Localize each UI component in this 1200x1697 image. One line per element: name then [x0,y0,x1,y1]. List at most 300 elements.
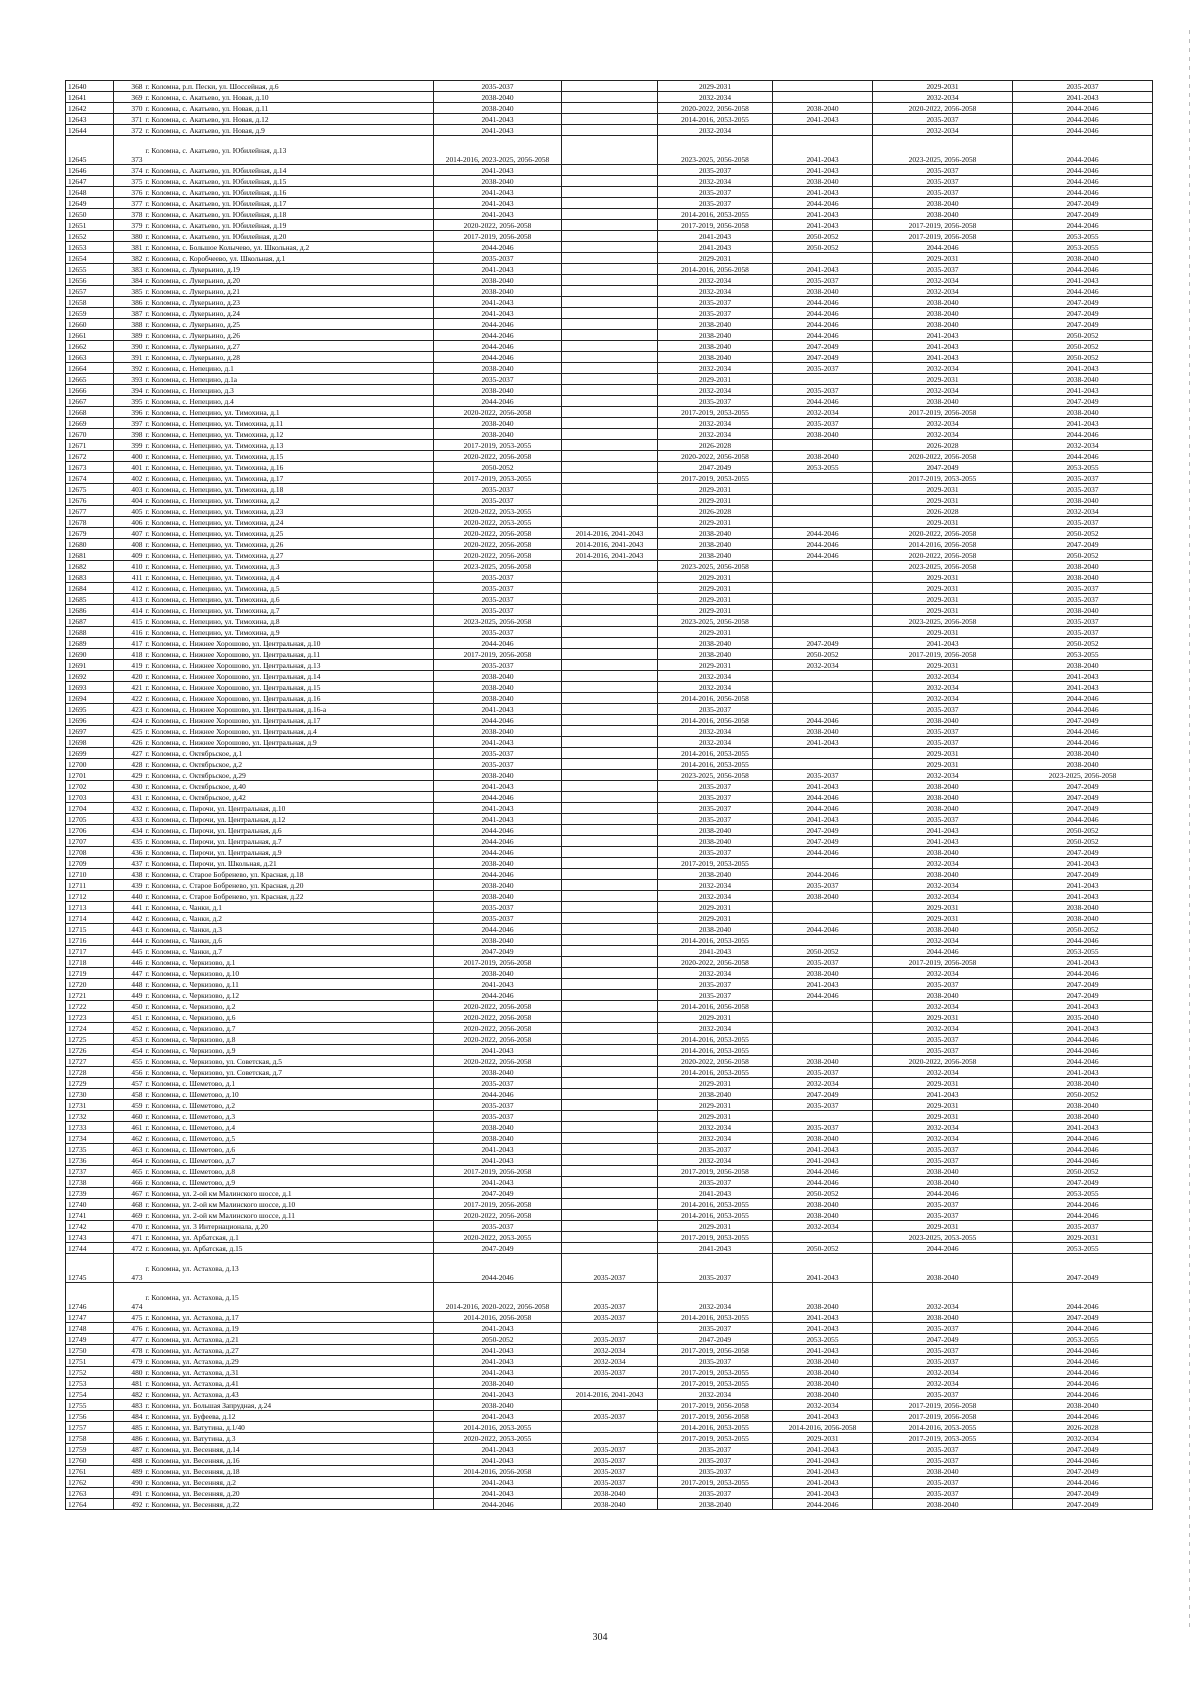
period-6-cell: 2032-2034 [1013,506,1153,517]
address-cell: г. Коломна, с. Чанки, д.6 [144,935,434,946]
row-id-cell: 12719 [66,968,114,979]
period-2-cell: 2035-2037 [562,1455,658,1466]
period-4-cell: 2041-2043 [773,1345,873,1356]
period-2-cell [562,693,658,704]
period-3-cell: 2035-2037 [658,704,773,715]
period-6-cell: 2044-2046 [1013,737,1153,748]
table-row [66,1499,1153,1510]
period-2-cell [562,363,658,374]
row-id-cell: 12713 [66,902,114,913]
table-row [66,781,1153,792]
table-row [66,1243,1153,1254]
period-1-cell: 2041-2043 [434,1488,562,1499]
row-number-cell: 388 [114,319,144,330]
period-3-cell: 2029-2031 [658,1111,773,1122]
period-5-cell: 2032-2034 [873,92,1013,103]
row-id-cell: 12754 [66,1389,114,1400]
table-row [66,1422,1153,1433]
period-3-cell: 2032-2034 [658,429,773,440]
period-5-cell: 2017-2019, 2056-2058 [873,407,1013,418]
period-3-cell: 2014-2016, 2053-2055 [658,759,773,770]
period-6-cell: 2050-2052 [1013,825,1153,836]
table-row [66,506,1153,517]
period-4-cell: 2050-2052 [773,946,873,957]
table-row [66,374,1153,385]
row-id-cell: 12681 [66,550,114,561]
period-2-cell: 2035-2037 [562,1466,658,1477]
period-6-cell: 2044-2046 [1013,1210,1153,1221]
period-6-cell: 2047-2049 [1013,1466,1153,1477]
row-id-cell: 12752 [66,1367,114,1378]
period-1-cell: 2038-2040 [434,770,562,781]
row-number-cell: 409 [114,550,144,561]
row-number-cell: 462 [114,1133,144,1144]
address-cell: г. Коломна, ул. Весенняя, д.18 [144,1466,434,1477]
row-number-cell: 459 [114,1100,144,1111]
period-6-cell: 2047-2049 [1013,869,1153,880]
address-cell: г. Коломна, с. Пирочи, ул. Центральная, д.10 [144,803,434,814]
period-1-cell: 2041-2043 [434,704,562,715]
period-6-cell: 2050-2052 [1013,1089,1153,1100]
period-4-cell [773,935,873,946]
row-number-cell: 469 [114,1210,144,1221]
address-cell: г. Коломна, ул. 2-ой км Малинского шоссе, д.1 [144,1188,434,1199]
row-number-cell: 431 [114,792,144,803]
table-row [66,275,1153,286]
row-number-cell: 425 [114,726,144,737]
period-4-cell: 2038-2040 [773,286,873,297]
period-2-cell: 2014-2016, 2041-2043 [562,1389,658,1400]
table-row [66,1232,1153,1243]
address-cell: г. Коломна, с. Черкизово, д.11 [144,979,434,990]
address-cell: г. Коломна, ул. Большая Запрудная, д.24 [144,1400,434,1411]
period-6-cell: 2041-2043 [1013,385,1153,396]
period-3-cell: 2035-2037 [658,1356,773,1367]
address-cell: г. Коломна, с. Черкизово, д.9 [144,1045,434,1056]
row-number-cell: 399 [114,440,144,451]
row-number-cell: 466 [114,1177,144,1188]
address-cell: г. Коломна, ул. 2-ой км Малинского шоссе, д.11 [144,1210,434,1221]
period-5-cell: 2044-2046 [873,1188,1013,1199]
period-2-cell [562,616,658,627]
period-6-cell: 2038-2040 [1013,1078,1153,1089]
period-1-cell: 2041-2043 [434,297,562,308]
address-cell: г. Коломна, ул. Арбатская, д.1 [144,1232,434,1243]
address-cell: г. Коломна, ул. Весенняя, д.14 [144,1444,434,1455]
row-number-cell: 478 [114,1345,144,1356]
address-cell: г. Коломна, с. Октябрьское, д.42 [144,792,434,803]
table-row [66,1210,1153,1221]
period-6-cell: 2053-2055 [1013,649,1153,660]
period-1-cell: 2041-2043 [434,1345,562,1356]
period-2-cell [562,880,658,891]
period-6-cell: 2044-2046 [1013,429,1153,440]
period-2-cell [562,660,658,671]
period-3-cell: 2032-2034 [658,1389,773,1400]
period-4-cell: 2044-2046 [773,1499,873,1510]
period-4-cell: 2032-2034 [773,1400,873,1411]
period-1-cell: 2038-2040 [434,726,562,737]
row-number-cell: 392 [114,363,144,374]
period-2-cell [562,198,658,209]
period-2-cell [562,792,658,803]
period-5-cell: 2035-2037 [873,176,1013,187]
table-row [66,462,1153,473]
period-4-cell: 2053-2055 [773,1334,873,1345]
row-id-cell: 12737 [66,1166,114,1177]
period-3-cell: 2029-2031 [658,1100,773,1111]
period-4-cell [773,1111,873,1122]
period-4-cell [773,81,873,92]
row-number-cell: 465 [114,1166,144,1177]
row-number-cell: 424 [114,715,144,726]
row-id-cell: 12685 [66,594,114,605]
period-3-cell: 2017-2019, 2053-2055 [658,1433,773,1444]
period-2-cell [562,407,658,418]
period-6-cell: 2047-2049 [1013,539,1153,550]
row-id-cell: 12741 [66,1210,114,1221]
row-id-cell: 12655 [66,264,114,275]
row-id-cell: 12720 [66,979,114,990]
period-2-cell [562,125,658,136]
address-cell: г. Коломна, с. Акатьево, ул. Новая, д.10 [144,92,434,103]
period-3-cell: 2032-2034 [658,671,773,682]
address-cell: г. Коломна, ул. Весенняя, д.16 [144,1455,434,1466]
period-1-cell: 2020-2022, 2056-2058 [434,220,562,231]
address-cell: г. Коломна, с. Акатьево, ул. Юбилейная, д.19 [144,220,434,231]
period-5-cell: 2026-2028 [873,440,1013,451]
row-id-cell: 12712 [66,891,114,902]
row-number-cell: 419 [114,660,144,671]
period-6-cell: 2041-2043 [1013,682,1153,693]
period-2-cell [562,495,658,506]
period-1-cell: 2047-2049 [434,1243,562,1254]
address-cell: г. Коломна, с. Нижнее Хорошово, ул. Центральная, д.13 [144,660,434,671]
period-1-cell: 2038-2040 [434,1133,562,1144]
period-5-cell: 2035-2037 [873,979,1013,990]
period-1-cell: 2038-2040 [434,176,562,187]
period-4-cell [773,1023,873,1034]
period-2-cell [562,1089,658,1100]
table-row [66,1177,1153,1188]
row-number-cell: 420 [114,671,144,682]
table-row [66,1323,1153,1334]
period-1-cell: 2017-2019, 2053-2055 [434,440,562,451]
period-4-cell: 2047-2049 [773,638,873,649]
table-row [66,979,1153,990]
row-number-cell: 438 [114,869,144,880]
row-number-cell: 427 [114,748,144,759]
period-5-cell: 2014-2016, 2056-2058 [873,539,1013,550]
period-4-cell: 2044-2046 [773,924,873,935]
table-row [66,825,1153,836]
period-5-cell: 2041-2043 [873,1089,1013,1100]
row-number-cell: 368 [114,81,144,92]
period-5-cell: 2023-2025, 2053-2055 [873,1232,1013,1243]
period-4-cell: 2041-2043 [773,1254,873,1283]
row-number-cell: 432 [114,803,144,814]
period-5-cell: 2029-2031 [873,605,1013,616]
period-2-cell [562,1045,658,1056]
period-2-cell [562,1400,658,1411]
period-6-cell: 2047-2049 [1013,781,1153,792]
address-cell: г. Коломна, с. Непецино, ул. Тимохина, д.26 [144,539,434,550]
period-2-cell [562,1111,658,1122]
period-6-cell: 2050-2052 [1013,528,1153,539]
period-3-cell: 2035-2037 [658,814,773,825]
period-2-cell [562,517,658,528]
period-2-cell [562,1067,658,1078]
period-3-cell: 2017-2019, 2056-2058 [658,220,773,231]
table-row [66,660,1153,671]
period-2-cell [562,1210,658,1221]
table-row [66,242,1153,253]
row-id-cell: 12648 [66,187,114,198]
table-row [66,1488,1153,1499]
period-6-cell: 2047-2049 [1013,319,1153,330]
period-1-cell: 2038-2040 [434,103,562,114]
row-id-cell: 12693 [66,682,114,693]
table-row [66,176,1153,187]
period-6-cell: 2038-2040 [1013,913,1153,924]
period-1-cell: 2038-2040 [434,935,562,946]
period-3-cell: 2038-2040 [658,550,773,561]
period-4-cell: 2050-2052 [773,1243,873,1254]
period-1-cell: 2038-2040 [434,385,562,396]
period-5-cell: 2044-2046 [873,1243,1013,1254]
period-2-cell [562,1078,658,1089]
period-3-cell: 2029-2031 [658,517,773,528]
table-row [66,1254,1153,1283]
period-5-cell: 2032-2034 [873,770,1013,781]
row-id-cell: 12686 [66,605,114,616]
period-4-cell: 2038-2040 [773,1389,873,1400]
period-6-cell: 2044-2046 [1013,814,1153,825]
period-2-cell [562,1023,658,1034]
address-cell: г. Коломна, с. Акатьево, ул. Новая, д.12 [144,114,434,125]
period-4-cell: 2041-2043 [773,814,873,825]
period-6-cell: 2047-2049 [1013,715,1153,726]
period-1-cell: 2041-2043 [434,737,562,748]
period-5-cell: 2029-2031 [873,81,1013,92]
period-6-cell: 2038-2040 [1013,605,1153,616]
period-6-cell: 2044-2046 [1013,1056,1153,1067]
row-id-cell: 12668 [66,407,114,418]
period-6-cell: 2044-2046 [1013,1144,1153,1155]
row-id-cell: 12705 [66,814,114,825]
address-cell: г. Коломна, ул. Буфеева, д.12 [144,1411,434,1422]
period-2-cell [562,649,658,660]
period-3-cell: 2029-2031 [658,1078,773,1089]
address-cell: г. Коломна, с. Чанки, д.3 [144,924,434,935]
period-6-cell: 2035-2037 [1013,627,1153,638]
address-cell: г. Коломна, ул. Весенняя, д.22 [144,1499,434,1510]
period-3-cell: 2023-2025, 2056-2058 [658,561,773,572]
row-number-cell: 389 [114,330,144,341]
period-4-cell: 2044-2046 [773,803,873,814]
row-id-cell: 12647 [66,176,114,187]
period-4-cell [773,627,873,638]
period-5-cell: 2017-2019, 2056-2058 [873,231,1013,242]
period-3-cell: 2038-2040 [658,539,773,550]
period-4-cell: 2038-2040 [773,1133,873,1144]
table-row [66,429,1153,440]
period-6-cell: 2032-2034 [1013,440,1153,451]
period-4-cell: 2041-2043 [773,1444,873,1455]
period-2-cell [562,759,658,770]
period-4-cell [773,913,873,924]
period-5-cell: 2047-2049 [873,462,1013,473]
table-row [66,913,1153,924]
table-row [66,1400,1153,1411]
period-3-cell: 2020-2022, 2056-2058 [658,103,773,114]
period-4-cell: 2035-2037 [773,275,873,286]
period-1-cell: 2041-2043 [434,1323,562,1334]
address-cell: г. Коломна, с. Черкизово, д.6 [144,1012,434,1023]
period-5-cell: 2032-2034 [873,418,1013,429]
period-3-cell: 2014-2016, 2053-2055 [658,935,773,946]
period-5-cell: 2035-2037 [873,1210,1013,1221]
period-1-cell: 2041-2043 [434,198,562,209]
row-id-cell: 12734 [66,1133,114,1144]
address-cell: г. Коломна, ул. Весенняя, д.2 [144,1477,434,1488]
period-4-cell [773,1034,873,1045]
row-number-cell: 406 [114,517,144,528]
table-row [66,682,1153,693]
period-2-cell [562,374,658,385]
row-id-cell: 12759 [66,1444,114,1455]
table-row [66,1389,1153,1400]
table-row [66,814,1153,825]
period-6-cell: 2047-2049 [1013,1312,1153,1323]
period-1-cell: 2041-2043 [434,1444,562,1455]
period-2-cell [562,737,658,748]
period-4-cell [773,440,873,451]
row-id-cell: 12718 [66,957,114,968]
address-cell: г. Коломна, ул. Астахова, д.13 [144,1254,434,1283]
period-5-cell: 2032-2034 [873,682,1013,693]
period-6-cell: 2050-2052 [1013,352,1153,363]
period-3-cell: 2017-2019, 2056-2058 [658,1166,773,1177]
period-3-cell: 2014-2016, 2053-2055 [658,1199,773,1210]
period-5-cell: 2035-2037 [873,814,1013,825]
address-cell: г. Коломна, с. Черкизово, д.1 [144,957,434,968]
row-number-cell: 414 [114,605,144,616]
table-row [66,748,1153,759]
period-1-cell: 2017-2019, 2056-2058 [434,649,562,660]
period-2-cell [562,891,658,902]
period-4-cell: 2041-2043 [773,187,873,198]
period-2-cell [562,1166,658,1177]
period-6-cell: 2044-2046 [1013,1477,1153,1488]
row-id-cell: 12749 [66,1334,114,1345]
period-6-cell: 2038-2040 [1013,1111,1153,1122]
table-row [66,1356,1153,1367]
address-cell: г. Коломна, с. Акатьево, ул. Юбилейная, д.16 [144,187,434,198]
table-row [66,495,1153,506]
period-1-cell: 2017-2019, 2056-2058 [434,231,562,242]
period-1-cell: 2041-2043 [434,1356,562,1367]
period-5-cell: 2029-2031 [873,1111,1013,1122]
period-2-cell [562,1243,658,1254]
period-5-cell: 2035-2037 [873,1356,1013,1367]
table-row [66,440,1153,451]
period-1-cell: 2041-2043 [434,781,562,792]
period-6-cell: 2044-2046 [1013,1367,1153,1378]
period-6-cell: 2044-2046 [1013,1283,1153,1312]
table-row [66,517,1153,528]
period-3-cell: 2032-2034 [658,385,773,396]
period-1-cell: 2041-2043 [434,803,562,814]
period-4-cell [773,605,873,616]
period-5-cell: 2038-2040 [873,1254,1013,1283]
period-2-cell [562,352,658,363]
period-6-cell: 2044-2046 [1013,1389,1153,1400]
period-5-cell: 2038-2040 [873,715,1013,726]
period-5-cell: 2038-2040 [873,1499,1013,1510]
row-number-cell: 437 [114,858,144,869]
period-3-cell: 2029-2031 [658,484,773,495]
row-number-cell: 421 [114,682,144,693]
period-2-cell: 2035-2037 [562,1283,658,1312]
row-id-cell: 12763 [66,1488,114,1499]
table-row [66,418,1153,429]
period-4-cell: 2053-2055 [773,462,873,473]
row-number-cell: 387 [114,308,144,319]
period-1-cell: 2047-2049 [434,946,562,957]
period-1-cell: 2038-2040 [434,1400,562,1411]
period-5-cell: 2020-2022, 2056-2058 [873,1056,1013,1067]
period-6-cell: 2041-2043 [1013,92,1153,103]
period-6-cell: 2038-2040 [1013,374,1153,385]
address-cell: г. Коломна, с. Шеметово, д.7 [144,1155,434,1166]
period-5-cell: 2032-2034 [873,1001,1013,1012]
row-number-cell: 375 [114,176,144,187]
address-cell: г. Коломна, с. Большое Колычево, ул. Школьная, д.2 [144,242,434,253]
row-id-cell: 12761 [66,1466,114,1477]
address-cell: г. Коломна, ул. Астахова, д.31 [144,1367,434,1378]
period-2-cell [562,902,658,913]
row-id-cell: 12743 [66,1232,114,1243]
period-2-cell [562,418,658,429]
address-cell: г. Коломна, ул. Ватутина, д.3 [144,1433,434,1444]
period-5-cell: 2035-2037 [873,1345,1013,1356]
address-cell: г. Коломна, с. Нижнее Хорошово, ул. Центральная, д.16-а [144,704,434,715]
period-6-cell: 2041-2043 [1013,1122,1153,1133]
period-3-cell: 2035-2037 [658,792,773,803]
period-4-cell: 2044-2046 [773,715,873,726]
period-4-cell [773,671,873,682]
address-cell: г. Коломна, с. Лукерьино, д.27 [144,341,434,352]
period-5-cell: 2029-2031 [873,748,1013,759]
row-id-cell: 12706 [66,825,114,836]
table-row [66,92,1153,103]
row-id-cell: 12680 [66,539,114,550]
period-1-cell: 2044-2046 [434,792,562,803]
row-id-cell: 12728 [66,1067,114,1078]
period-1-cell: 2041-2043 [434,187,562,198]
period-2-cell: 2035-2037 [562,1367,658,1378]
period-3-cell: 2032-2034 [658,891,773,902]
period-3-cell: 2047-2049 [658,462,773,473]
period-2-cell: 2035-2037 [562,1477,658,1488]
period-3-cell: 2032-2034 [658,275,773,286]
period-5-cell: 2017-2019, 2056-2058 [873,220,1013,231]
row-id-cell: 12663 [66,352,114,363]
table-row [66,136,1153,165]
address-cell: г. Коломна, с. Нижнее Хорошово, ул. Центральная, д.11 [144,649,434,660]
period-3-cell: 2038-2040 [658,1499,773,1510]
